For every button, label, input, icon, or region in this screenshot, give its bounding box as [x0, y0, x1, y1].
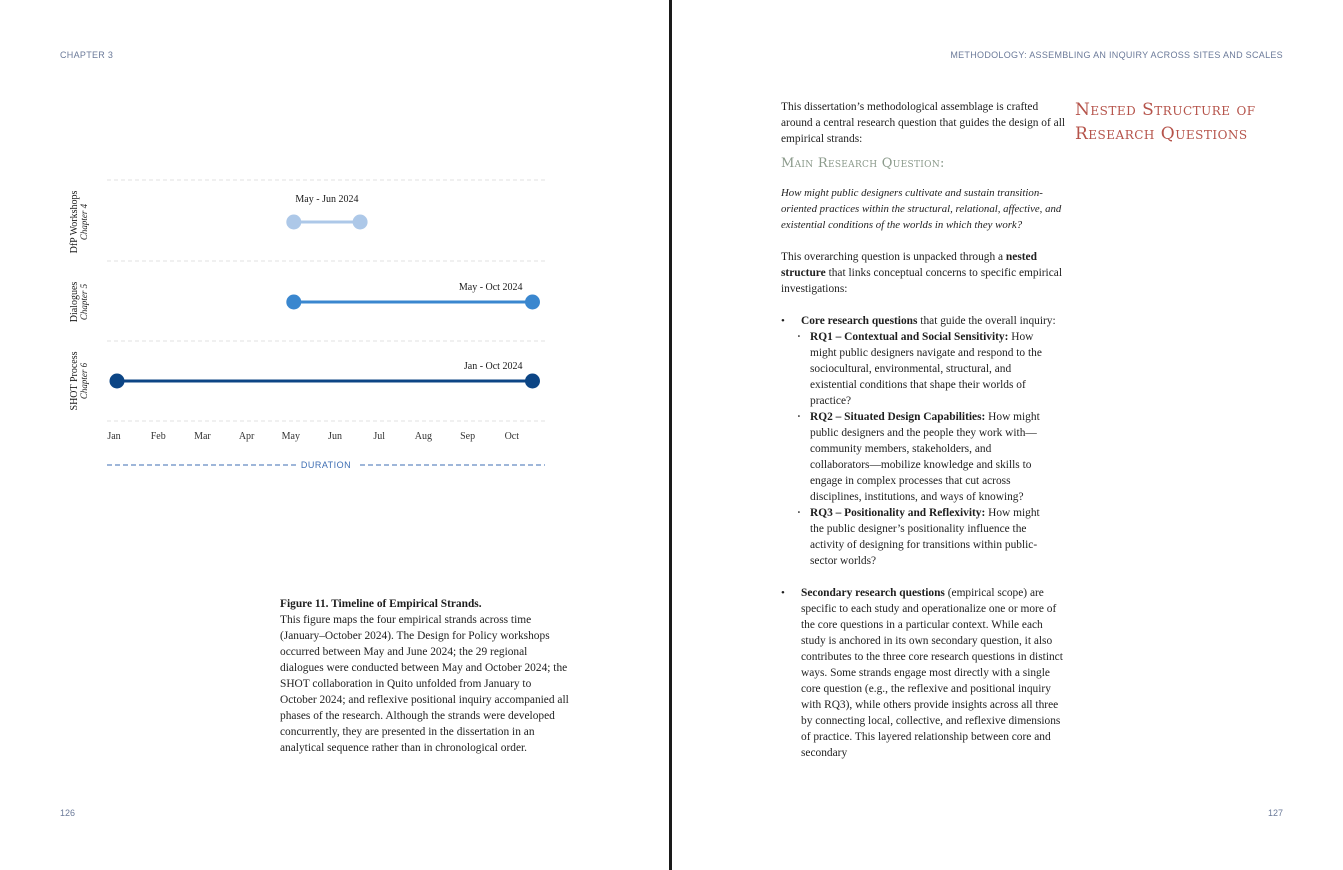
range-label-dfp-workshops: May - Jun 2024	[295, 194, 359, 205]
rq3-label: RQ3 – Positionality and Reflexivity:	[810, 507, 986, 519]
left-page	[0, 0, 669, 870]
tick-label-may: May	[281, 431, 300, 442]
intro-paragraph	[781, 99, 1066, 147]
overarching-bold: nested structure	[781, 251, 1037, 279]
tick-label-sep: Sep	[460, 431, 476, 442]
rq1-label: RQ1 – Contextual and Social Sensitivity:	[810, 331, 1009, 343]
timeline-chart	[60, 170, 560, 480]
row-label-group-dialogues	[69, 282, 89, 323]
row-sublabel-dfp-workshops: Chapter 4	[79, 203, 89, 241]
figure-caption	[280, 596, 570, 756]
secondary-label: Secondary research questions	[801, 587, 945, 599]
timeline-end-dot-shot-process	[525, 374, 540, 389]
running-head-left: CHAPTER 3	[60, 50, 114, 60]
list-item-rq2	[801, 409, 1050, 505]
page-number-left: 126	[60, 808, 76, 818]
core-label: Core research questions	[801, 315, 918, 327]
page-number-right: 127	[1267, 808, 1283, 818]
secondary-text: (empirical scope) are specific to each study and operationalize one or more of the core questions in a particular context. While each study is anchored in its own secondary question, it also contributes to the three core research questions in distinct ways. Some strands engage most directly with a single core question (e.g., the reflexive and positional inquiry with RQ3), while others provide insights across all three by connecting local, collective, and reflexive dimensions of practice. This layered relationship between core and secondary	[801, 587, 1063, 759]
running-head-right: METHODOLOGY: ASSEMBLING AN INQUIRY ACROSS SITES AND SCALES	[950, 50, 1283, 60]
section-title: Nested Structure of Research Questions	[1075, 100, 1256, 144]
overarching-paragraph	[781, 249, 1066, 297]
intro-text: This dissertation’s methodological assemblage is crafted around a central research question that guides the design of all empirical strands:	[781, 101, 1066, 145]
main-rq-heading: Main Research Question:	[781, 156, 945, 171]
timeline-start-dot-dialogues	[286, 295, 301, 310]
rq1-text: How might public designers navigate and respond to the sociocultural, environmental, structural, and existential conditions that shape their worlds of practice?	[810, 331, 1042, 407]
range-label-shot-process: Jan - Oct 2024	[463, 361, 523, 372]
tick-label-feb: Feb	[150, 431, 166, 442]
figure-body: This figure maps the four empirical strands across time (January–October 2024). The Design for Policy workshops occurred between May and June 2024; the 29 regional dialogues were conducted between May and October 2024; the SHOT collaboration in Quito unfolded from January to October 2024; and reflexive positional inquiry accompanied all phases of the research. Although the strands were developed concurrently, they are presented in the dissertation in an analytical sequence rather than in chronological order.	[280, 614, 569, 754]
duration-label: DURATION	[300, 460, 352, 470]
row-label-dfp-workshops: DfP Workshops	[69, 190, 80, 254]
timeline-start-dot-dfp-workshops	[286, 215, 301, 230]
tick-label-jul: Jul	[373, 431, 386, 442]
row-sublabel-dialogues: Chapter 5	[79, 283, 89, 321]
right-page	[672, 0, 1343, 870]
timeline-end-dot-dfp-workshops	[353, 215, 368, 230]
row-label-group-dfp-workshops	[69, 190, 89, 253]
rq3-text: How might the public designer’s positionality influence the activity of designing for transitions within public-sector worlds?	[810, 507, 1040, 567]
row-label-dialogues: Dialogues	[69, 281, 80, 323]
tick-label-apr: Apr	[238, 431, 255, 442]
core-rest: that guide the overall inquiry:	[917, 315, 1056, 327]
row-label-shot-process: SHOT Process	[69, 351, 80, 411]
figure-title: Figure 11. Timeline of Empirical Strands.	[280, 598, 482, 610]
timeline-end-dot-dialogues	[525, 295, 540, 310]
tick-label-jun: Jun	[328, 431, 342, 442]
row-label-group-shot-process	[69, 351, 89, 410]
timeline-start-dot-shot-process	[110, 374, 125, 389]
list-item-rq3	[801, 505, 1050, 569]
overarching-post: that links conceptual concerns to specific empirical investigations:	[781, 267, 1062, 295]
main-rq-text: How might public designers cultivate and sustain transition-oriented practices within the structural, relational, affective, and existential conditions of the worlds in which they work?	[781, 187, 1062, 231]
tick-label-mar: Mar	[194, 431, 211, 442]
row-sublabel-shot-process: Chapter 6	[79, 362, 89, 400]
tick-label-oct: Oct	[504, 431, 520, 442]
list-item-rq1	[801, 329, 1050, 409]
list-item-secondary	[781, 585, 1063, 761]
rq-list	[781, 313, 1073, 761]
rq2-text: How might public designers and the people they work with—community members, stakeholders, and collaborators—mobilize knowledge and skills to engage in complex processes that cut across disciplines, institutions, and ways of knowing?	[810, 411, 1040, 503]
tick-label-jan: Jan	[107, 431, 121, 442]
list-item-core	[781, 313, 1073, 569]
rq2-label: RQ2 – Situated Design Capabilities:	[810, 411, 986, 423]
tick-label-aug: Aug	[414, 431, 433, 442]
range-label-dialogues: May - Oct 2024	[458, 282, 523, 293]
overarching-pre: This overarching question is unpacked through a	[781, 251, 1006, 263]
